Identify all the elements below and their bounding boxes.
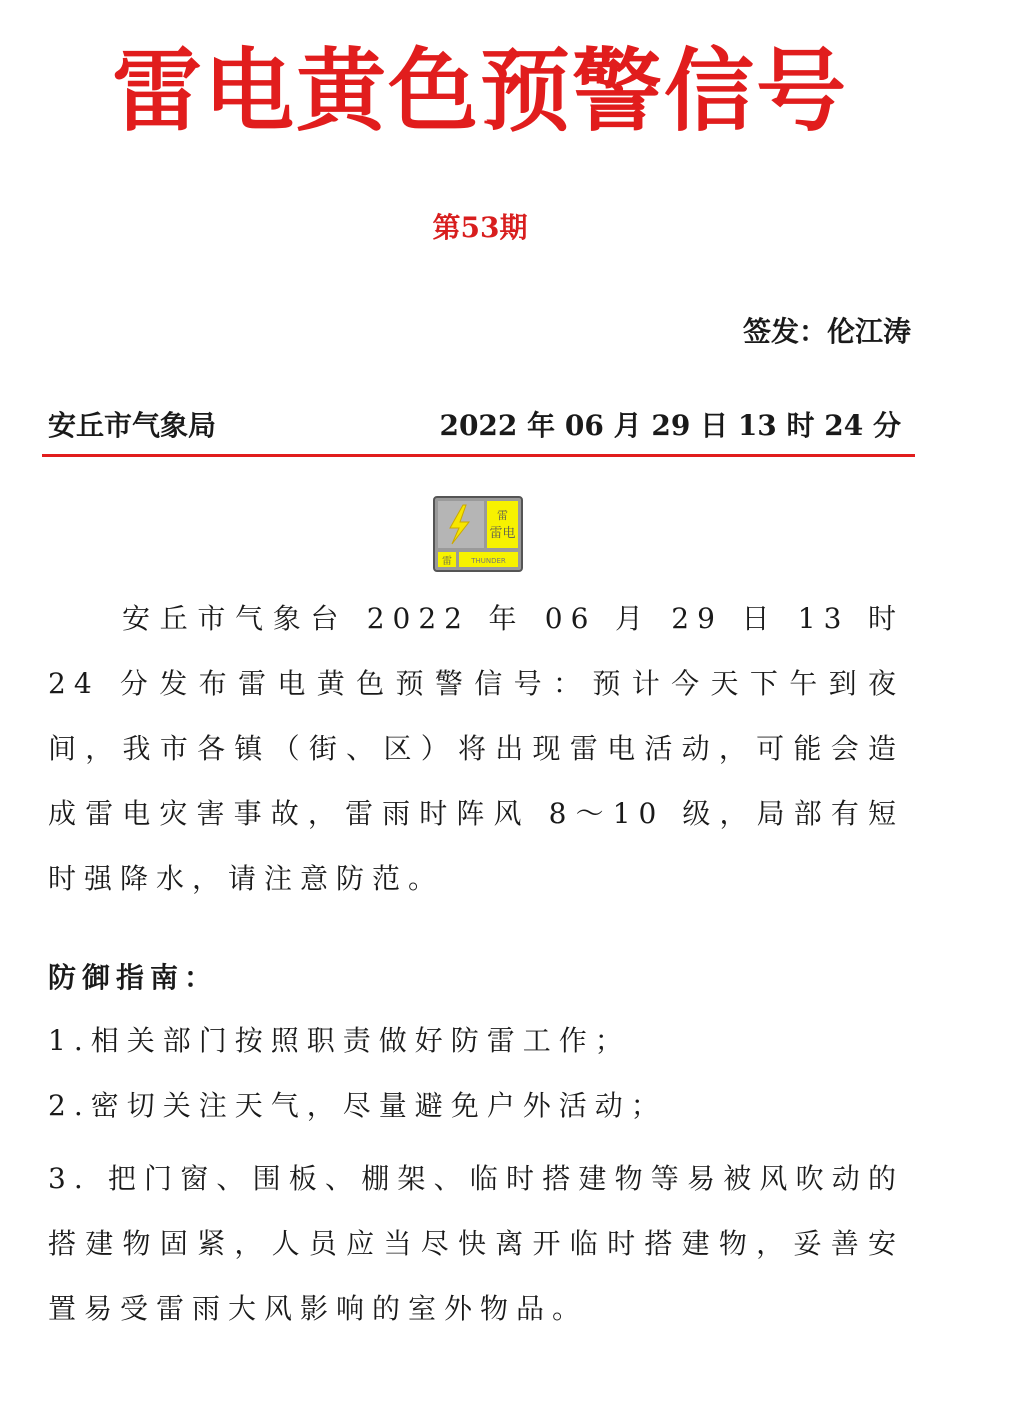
header-divider	[42, 454, 915, 457]
icon-label-top: 雷电	[489, 526, 516, 541]
issuing-agency: 安丘市气象局	[48, 409, 217, 442]
guide-item-1: 1.相关部门按照职责做好防雷工作；	[48, 1024, 631, 1057]
signer: 签发：伦江涛	[742, 315, 911, 348]
thunder-yellow-warning-icon	[433, 496, 523, 572]
svg-text:雷: 雷	[497, 509, 508, 522]
guide-item-3: 3. 把门窗、围板、棚架、临时搭建物等易被风吹动的搭建物固紧，人员应当尽快离开临时搭建物，妥善安置易受雷雨大风影响的室外物品。	[48, 1162, 904, 1325]
guide-item-2: 2.密切关注天气，尽量避免户外活动；	[48, 1089, 667, 1122]
icon-label-bottom: THUNDER	[471, 557, 506, 565]
issue-number: 第53期	[432, 211, 528, 244]
warning-title: 雷电黄色预警信号	[112, 38, 848, 144]
icon-label-bottom-left: 雷	[442, 556, 452, 567]
defense-guide-heading: 防御指南：	[48, 961, 219, 994]
issue-datetime: 2022 年 06 月 29 日 13 时 24 分	[439, 409, 901, 442]
warning-body-paragraph: 安丘市气象台 2022 年 06 月 29 日 13 时 24 分发布雷电黄色预警信号：预计今天下午到夜间，我市各镇（街、区）将出现雷电活动，可能会造成雷电灾害事故，雷雨时阵风 8～10 级，局部有短时强降水，请注意防范。	[48, 602, 904, 895]
